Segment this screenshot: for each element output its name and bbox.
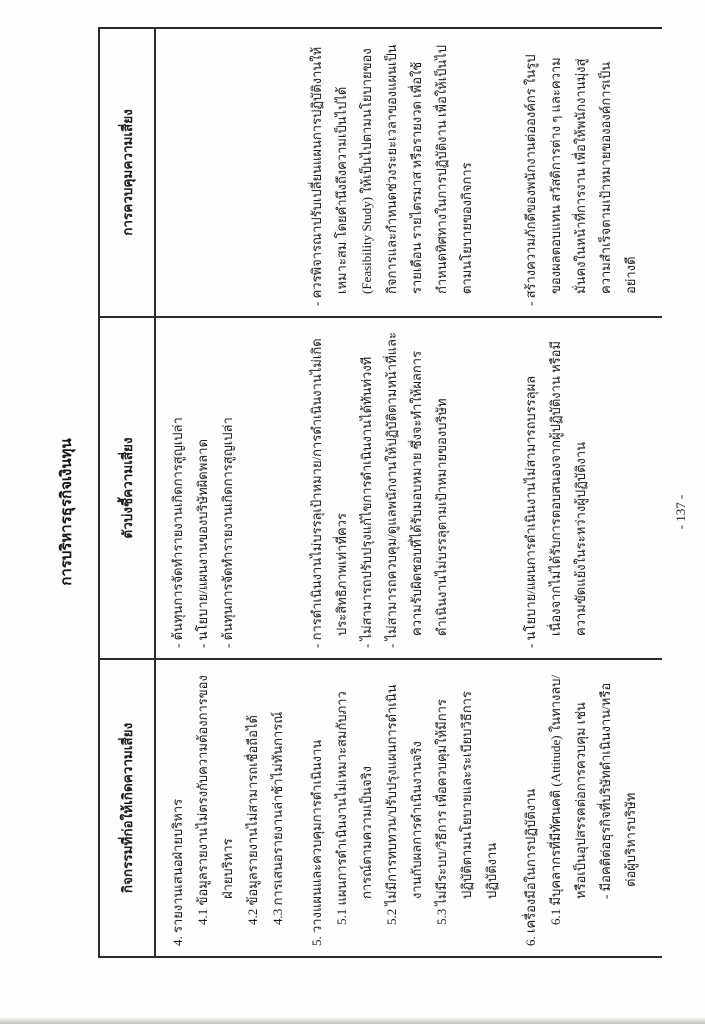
risk-table-body <box>155 28 662 957</box>
activity-cell <box>155 659 295 957</box>
indicator-line: - ไม่สามารถปรับปรุงแก้ไขการดำเนินงานได้ทันท่วงที <box>359 356 374 648</box>
indicator-line: - นโยบาย/แผนงานของบริษัทผิดพลาด <box>195 438 210 648</box>
risk-table-header <box>99 28 155 957</box>
activity-line: 6.1 มีบุคลากรที่มีทัศนคติ (Attitude) ในทางลบ/หรือเป็นอุปสรรคต่อการควบคุม เช่น <box>548 674 588 925</box>
risk-table <box>98 27 662 958</box>
indicator-line: - ต้นทุนการจัดทำรายงานเกิดการสูญเปล่า <box>170 417 185 648</box>
activity-line: 4.2 ข้อมูลรายงานไม่สามารถเชื่อถือได้ <box>245 715 260 925</box>
activity-cell <box>509 659 662 957</box>
control-line: - สร้างความภักดีของพนักงานต่อองค์กร ในรูปของผลตอบแทน สวัสดิการต่าง ๆ และความมั่นคงในหน้าที่การงาน เพื่อให้พนักงานมุ่งสู่ความสำเร็จตามเป้าหมายขององค์การเป็นอย่างดี <box>523 54 638 306</box>
control-cell <box>509 28 662 317</box>
activity-cell <box>295 659 509 957</box>
activity-line: 5.2 ไม่มีการทบทวน/ปรับปรุงแผนการดำเนินงานกับผลการดำเนินงานจริง <box>384 684 424 925</box>
table-row <box>509 28 662 957</box>
indicator-line: - การดำเนินงานไม่บรรลุเป้าหมาย/การดำเนินงานไม่เกิดประสิทธิภาพเท่าที่ควร <box>309 338 349 648</box>
indicator-line: - นโยบาย/แผนการดำเนินงานไม่สามารถบรรลุผล เนื่องจากไม่ได้รับการตอบสนองจากผู้ปฏิบัติงาน หรือมีความขัดแย้งในระหว่างผู้ปฏิบัติงาน <box>523 340 588 648</box>
activity-line: 5. วางแผนและควบคุมการดำเนินงาน <box>309 739 324 946</box>
activity-line: 6. เครื่องมือในการปฏิบัติงาน <box>523 788 538 946</box>
activity-line: - มีอคติต่อธุรกิจที่บริษัทดำเนินงาน/หรือต่อผู้บริหารบริษัท <box>598 682 638 899</box>
col-header-risk-indicators: ตัวบ่งชี้ความเสี่ยง <box>99 317 155 659</box>
indicator-line: - ไม่สามารถควบคุม/ดูแลพนักงานให้ปฏิบัติตามหน้าที่และความรับผิดชอบที่ได้รับมอบหมาย ซึ่งจะทำให้ผลการดำเนินงานไม่บรรลุตามเป้าหมายของบริษัท <box>384 332 449 648</box>
activity-line: 5.3 ไม่มีระบบ/วิธีการ เพื่อควบคุมให้มีการปฏิบัติตามนโยบายและระเบียบวิธีการปฏิบัติงาน <box>434 691 499 925</box>
table-row <box>155 28 295 957</box>
control-cell <box>295 28 509 317</box>
activity-line: 4. รายงานเสนอฝ่ายบริหาร <box>170 798 185 946</box>
control-cell <box>155 28 295 317</box>
activity-line: 5.1 แผนการดำเนินงานไม่เหมาะสมกับภาวการณ์ตามความเป็นจริง <box>334 691 374 925</box>
col-header-risk-controls: การควบคุมความเสี่ยง <box>99 28 155 317</box>
col-header-risk-activities: กิจกรรมที่ก่อให้เกิดความเสี่ยง <box>99 659 155 957</box>
scan-edge-shadow <box>0 1017 705 1024</box>
indicator-line: - ต้นทุนการจัดทำรายงานเกิดการสูญเปล่า <box>220 417 235 648</box>
table-row <box>295 28 509 957</box>
control-line: - ควรพิจารณาปรับเปลี่ยนแผนการปฏิบัติงานให้เหมาะสม โดยคำนึงถึงความเป็นไปได้ (Feasibility Study) ให้เป็นไปตามนโยบายของกิจการและกำหนดช่วงระยะเวลาของแผนเป็นรายเดือน รายไตรมาส หรือรายงวด เพื่อใช้กำหนดทิศทางในการปฏิบัติงาน เพื่อให้เป็นไปตามนโยบายของกิจการ <box>309 44 474 306</box>
activity-line: 4.1 ข้อมูลรายงานไม่ตรงกับความต้องการของฝ่ายบริหาร <box>195 675 235 925</box>
page-number: - 137 - <box>673 494 688 530</box>
page-title: การบริหารธุรกิจเงินทุน <box>59 438 75 586</box>
activity-line: 4.3 การเสนอรายงานล่าช้าไม่ทันการณ์ <box>270 711 285 925</box>
indicator-cell <box>155 317 295 659</box>
indicator-cell <box>509 317 662 659</box>
indicator-cell <box>295 317 509 659</box>
